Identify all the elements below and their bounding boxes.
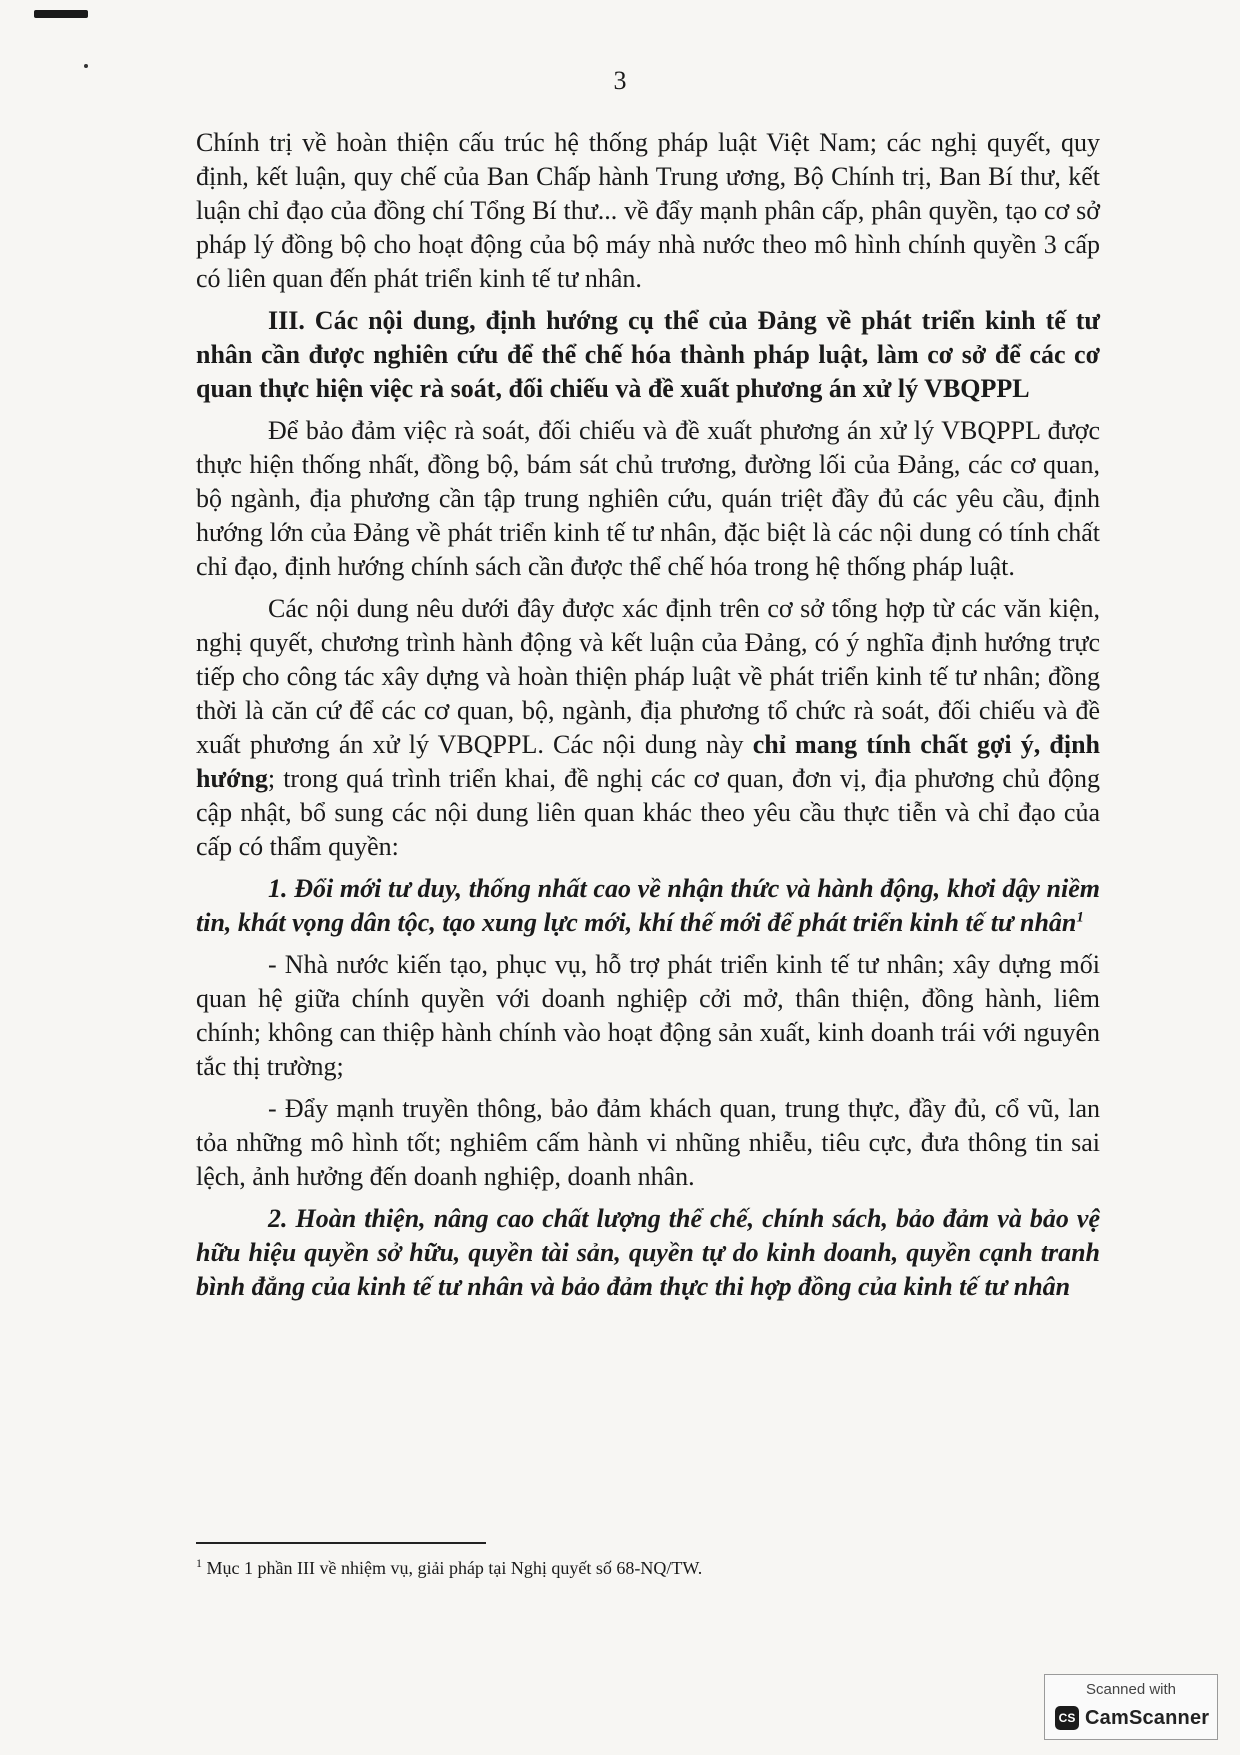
badge-row xyxy=(1055,1705,1209,1731)
paragraph-text: ; trong quá trình triển khai, đề nghị các cơ quan, đơn vị, địa phương chủ động cập nhật, bổ sung các nội dung liên quan khác theo yêu cầu thực tiễn và chỉ đạo của cấp có thẩm quyền: xyxy=(196,764,1100,861)
camscanner-logo-icon: CS xyxy=(1055,1706,1079,1730)
paragraph-contents-basis xyxy=(196,592,1100,864)
footnote xyxy=(196,1556,1096,1580)
bullet-item: - Nhà nước kiến tạo, phục vụ, hỗ trợ phát triển kinh tế tư nhân; xây dựng mối quan hệ giữa chính quyền với doanh nghiệp cởi mở, thân thiện, đồng hành, liêm chính; không can thiệp hành chính vào hoạt động sản xuất, kinh doanh trái với nguyên tắc thị trường; xyxy=(196,950,1100,1081)
camscanner-badge xyxy=(1044,1674,1218,1740)
paragraph-review-purpose: Để bảo đảm việc rà soát, đối chiếu và đề xuất phương án xử lý VBQPPL được thực hiện thống nhất, đồng bộ, bám sát chủ trương, đường lối của Đảng, các cơ quan, bộ ngành, địa phương cần tập trung nghiên cứu, quán triệt đầy đủ các yêu cầu, định hướng lớn của Đảng về phát triển kinh tế tư nhân, đặc biệt là các nội dung có tính chất chỉ đạo, định hướng chính sách cần được thể chế hóa trong hệ thống pháp luật. xyxy=(196,416,1100,581)
footnote-reference: 1 xyxy=(1076,909,1084,926)
subheading-text: 1. Đổi mới tư duy, thống nhất cao về nhận thức và hành động, khơi dậy niềm tin, khát vọng dân tộc, tạo xung lực mới, khí thế mới để phát triển kinh tế tư nhân xyxy=(196,874,1100,937)
bullet-item: - Đẩy mạnh truyền thông, bảo đảm khách quan, trung thực, đầy đủ, cổ vũ, lan tỏa những mô hình tốt; nghiêm cấm hành vi nhũng nhiễu, tiêu cực, đưa thông tin sai lệch, ảnh hưởng đến doanh nghiệp, doanh nhân. xyxy=(196,1094,1100,1191)
page-number: 3 xyxy=(613,66,627,95)
paragraph-continuation: Chính trị về hoàn thiện cấu trúc hệ thống pháp luật Việt Nam; các nghị quyết, quy định, kết luận, quy chế của Ban Chấp hành Trung ương, Bộ Chính trị, Ban Bí thư, kết luận chỉ đạo của đồng chí Tổng Bí thư... về đẩy mạnh phân cấp, phân quyền, tạo cơ sở pháp lý đồng bộ cho hoạt động của bộ máy nhà nước theo mô hình chính quyền 3 cấp có liên quan đến phát triển kinh tế tư nhân. xyxy=(196,128,1100,293)
badge-caption: Scanned with xyxy=(1085,1681,1177,1698)
paragraph-text: Các nội dung nêu dưới đây được xác định trên cơ sở tổng hợp từ các văn kiện, nghị quyết, chương trình hành động và kết luận của Đảng, có ý nghĩa định hướng trực tiếp cho công tác xây dựng và hoàn thiện pháp luật về phát triển kinh tế tư nhân; đồng thời là căn cứ để các cơ quan, bộ, ngành, địa phương tổ chức rà soát, đối chiếu và đề xuất phương án xử lý VBQPPL. Các nội dung này xyxy=(196,594,1100,759)
footnote-divider xyxy=(196,1542,486,1544)
section-heading-iii: III. Các nội dung, định hướng cụ thể của Đảng về phát triển kinh tế tư nhân cần được nghiên cứu để thể chế hóa thành pháp luật, làm cơ sở để các cơ quan thực hiện việc rà soát, đối chiếu và đề xuất phương án xử lý VBQPPL xyxy=(196,306,1100,403)
badge-brand: CamScanner xyxy=(1085,1706,1210,1729)
subheading-1 xyxy=(196,872,1100,940)
subheading-2: 2. Hoàn thiện, nâng cao chất lượng thể chế, chính sách, bảo đảm và bảo vệ hữu hiệu quyền sở hữu, quyền tài sản, quyền tự do kinh doanh, quyền cạnh tranh bình đẳng của kinh tế tư nhân và bảo đảm thực thi hợp đồng của kinh tế tư nhân xyxy=(196,1204,1100,1301)
footnote-text: Mục 1 phần III về nhiệm vụ, giải pháp tại Nghị quyết số 68-NQ/TW. xyxy=(202,1558,703,1578)
scan-artifact-mark xyxy=(34,10,88,18)
footnote-mark: 1 xyxy=(196,1556,202,1570)
document-body xyxy=(196,126,1100,1312)
emphasis-text: chỉ mang tính chất gợi ý, định hướng xyxy=(196,730,1101,793)
